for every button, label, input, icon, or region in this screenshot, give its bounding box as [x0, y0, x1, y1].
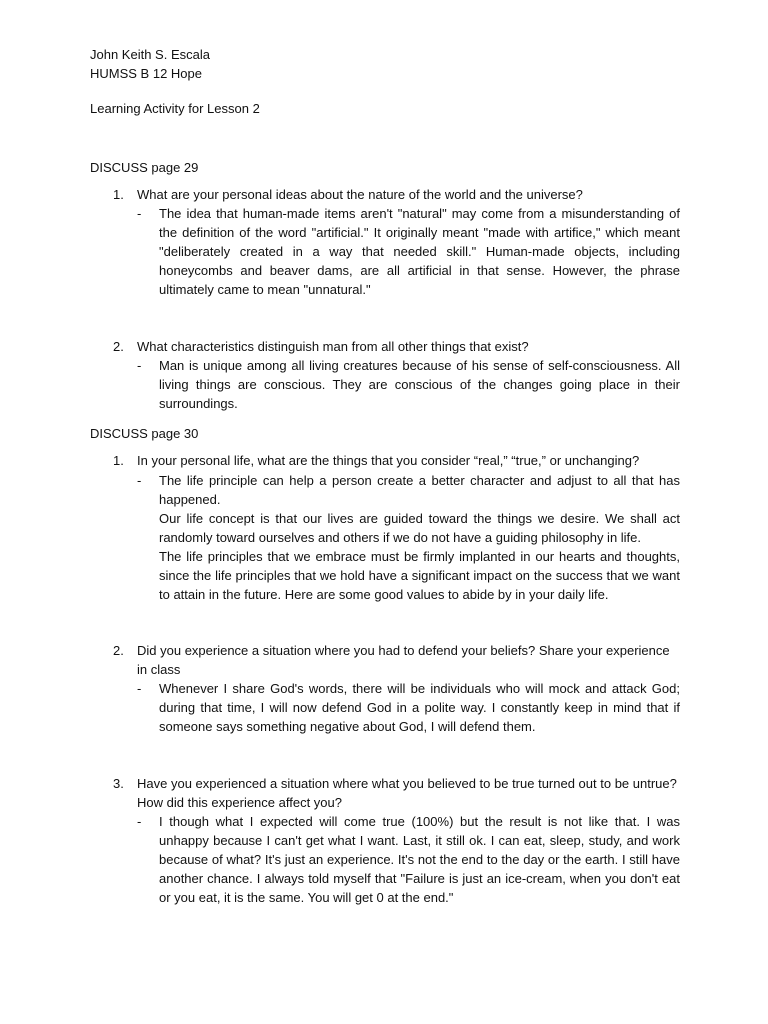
section-heading-page-30: DISCUSS page 30	[90, 426, 199, 441]
question-text: Did you experience a situation where you had to defend your beliefs? Share your experience in class	[137, 643, 670, 677]
answer-text	[159, 679, 680, 736]
question-text: In your personal life, what are the things that you consider “real,” “true,” or unchanging?	[137, 453, 640, 468]
answer-paragraph: Whenever I share God's words, there will be individuals who will mock and attack God; during that time, I will now defend God in a polite way. I constantly keep in mind that if someone says something negative about God, I will defend them.	[159, 681, 680, 734]
answer-bullet: -	[137, 681, 142, 696]
question-number: 1.	[113, 453, 124, 468]
question-text: What characteristics distinguish man from all other things that exist?	[137, 339, 529, 354]
answer-text	[159, 356, 680, 413]
answer-bullet: -	[137, 358, 142, 373]
answer-bullet: -	[137, 206, 142, 221]
answer-bullet: -	[137, 814, 142, 829]
answer-paragraph: I though what I expected will come true (100%) but the result is not like that. I was unhappy because I can't get what I want. Last, it still ok. I can eat, sleep, study, and work because of what? It's just an experience. It's not the end to the day or the earth. I still have another chance. I always told myself that "Failure is just an ice-cream, when you don't eat or you eat, it is the same. You will get 0 at the end."	[159, 814, 680, 905]
question-number: 2.	[113, 339, 124, 354]
question-text: What are your personal ideas about the nature of the world and the universe?	[137, 187, 583, 202]
section-heading-page-29: DISCUSS page 29	[90, 160, 199, 175]
answer-paragraph: The idea that human-made items aren't "natural" may come from a misunderstanding of the definition of the word "artificial." It originally meant "made with artifice," which meant "deliberately created in a way that needed skill." Human-made objects, including honeycombs and beaver dams, are all artificial in that sense. However, the phrase ultimately came to mean "unnatural."	[159, 206, 680, 297]
student-name: John Keith S. Escala	[90, 47, 210, 62]
activity-title: Learning Activity for Lesson 2	[90, 101, 260, 116]
answer-text	[159, 204, 680, 299]
question-number: 2.	[113, 643, 124, 658]
student-section: HUMSS B 12 Hope	[90, 66, 202, 81]
answer-paragraph: Our life concept is that our lives are guided toward the things we desire. We shall act randomly toward ourselves and others if we do not have a guiding philosophy in life.	[159, 511, 680, 545]
answer-paragraph: The life principle can help a person create a better character and adjust to all that has happened.	[159, 473, 680, 507]
answer-text	[159, 812, 680, 907]
answer-paragraph: Man is unique among all living creatures because of his sense of self-consciousness. All living things are conscious. They are conscious of the changes going place in their surroundings.	[159, 358, 680, 411]
answer-paragraph: The life principles that we embrace must be firmly implanted in our hearts and thoughts, since the life principles that we hold have a significant impact on the success that we want to attain in the future. Here are some good values to abide by in your daily life.	[159, 549, 680, 602]
question-text: Have you experienced a situation where what you believed to be true turned out to be untrue? How did this experience affect you?	[137, 776, 677, 810]
answer-text	[159, 471, 680, 604]
question-number: 3.	[113, 776, 124, 791]
answer-bullet: -	[137, 473, 142, 488]
question-number: 1.	[113, 187, 124, 202]
